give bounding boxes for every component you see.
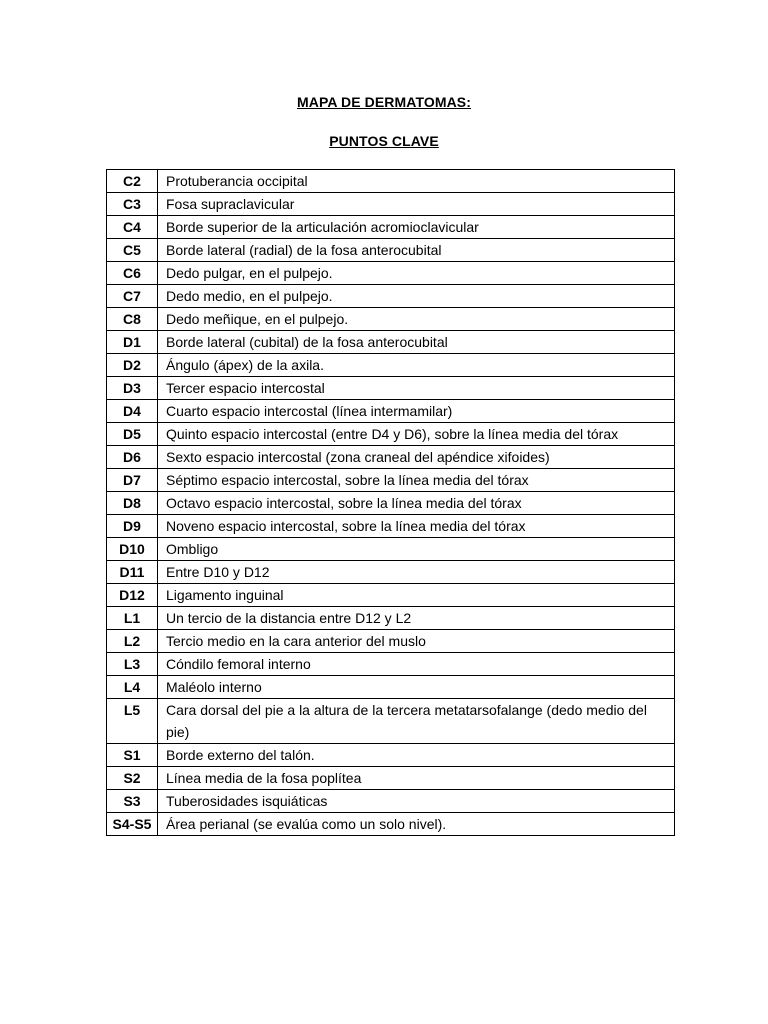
document-title: MAPA DE DERMATOMAS: bbox=[296, 94, 472, 110]
dermatome-description: Sexto espacio intercostal (zona craneal del apéndice xifoides) bbox=[158, 446, 675, 469]
dermatome-code: D9 bbox=[107, 515, 158, 538]
dermatome-description: Fosa supraclavicular bbox=[158, 193, 675, 216]
dermatome-code: C8 bbox=[107, 308, 158, 331]
dermatome-code: C3 bbox=[107, 193, 158, 216]
table-row bbox=[107, 193, 675, 216]
dermatome-code: S4-S5 bbox=[107, 813, 158, 836]
dermatome-code: S3 bbox=[107, 790, 158, 813]
table-row bbox=[107, 515, 675, 538]
dermatome-description: Tercio medio en la cara anterior del muslo bbox=[158, 630, 675, 653]
dermatome-code: L3 bbox=[107, 653, 158, 676]
dermatome-description: Cóndilo femoral interno bbox=[158, 653, 675, 676]
dermatome-code: C2 bbox=[107, 170, 158, 193]
table-row bbox=[107, 331, 675, 354]
dermatome-description: Séptimo espacio intercostal, sobre la línea media del tórax bbox=[158, 469, 675, 492]
table-body bbox=[107, 170, 675, 836]
dermatome-description: Protuberancia occipital bbox=[158, 170, 675, 193]
table-row bbox=[107, 285, 675, 308]
dermatome-description: Noveno espacio intercostal, sobre la línea media del tórax bbox=[158, 515, 675, 538]
dermatome-description: Quinto espacio intercostal (entre D4 y D6), sobre la línea media del tórax bbox=[158, 423, 675, 446]
dermatome-code: L5 bbox=[107, 699, 158, 744]
dermatome-code: D3 bbox=[107, 377, 158, 400]
dermatome-code: D10 bbox=[107, 538, 158, 561]
dermatome-description: Cara dorsal del pie a la altura de la tercera metatarsofalange (dedo medio del pie) bbox=[158, 699, 675, 744]
dermatome-table bbox=[106, 169, 675, 836]
dermatome-description: Cuarto espacio intercostal (línea intermamilar) bbox=[158, 400, 675, 423]
dermatome-description: Borde superior de la articulación acromioclavicular bbox=[158, 216, 675, 239]
dermatome-description: Maléolo interno bbox=[158, 676, 675, 699]
dermatome-description: Línea media de la fosa poplítea bbox=[158, 767, 675, 790]
dermatome-code: L2 bbox=[107, 630, 158, 653]
table-row bbox=[107, 423, 675, 446]
table-row bbox=[107, 813, 675, 836]
table-row bbox=[107, 699, 675, 744]
table-row bbox=[107, 561, 675, 584]
table-row bbox=[107, 584, 675, 607]
dermatome-code: D2 bbox=[107, 354, 158, 377]
dermatome-description: Borde lateral (radial) de la fosa anterocubital bbox=[158, 239, 675, 262]
dermatome-code: D7 bbox=[107, 469, 158, 492]
table-row bbox=[107, 308, 675, 331]
dermatome-description: Entre D10 y D12 bbox=[158, 561, 675, 584]
dermatome-code: D5 bbox=[107, 423, 158, 446]
dermatome-description: Borde externo del talón. bbox=[158, 744, 675, 767]
dermatome-code: D6 bbox=[107, 446, 158, 469]
table-row bbox=[107, 607, 675, 630]
dermatome-description: Dedo meñique, en el pulpejo. bbox=[158, 308, 675, 331]
table-row bbox=[107, 653, 675, 676]
table-row bbox=[107, 469, 675, 492]
dermatome-code: D12 bbox=[107, 584, 158, 607]
dermatome-code: L4 bbox=[107, 676, 158, 699]
dermatome-code: S2 bbox=[107, 767, 158, 790]
dermatome-description: Ombligo bbox=[158, 538, 675, 561]
table-row bbox=[107, 744, 675, 767]
table-row bbox=[107, 377, 675, 400]
dermatome-description: Ángulo (ápex) de la axila. bbox=[158, 354, 675, 377]
dermatome-code: C7 bbox=[107, 285, 158, 308]
table-row bbox=[107, 790, 675, 813]
dermatome-code: D11 bbox=[107, 561, 158, 584]
table-row bbox=[107, 216, 675, 239]
dermatome-description: Área perianal (se evalúa como un solo nivel). bbox=[158, 813, 675, 836]
document-subtitle: PUNTOS CLAVE bbox=[329, 133, 439, 149]
dermatome-description: Ligamento inguinal bbox=[158, 584, 675, 607]
table-row bbox=[107, 538, 675, 561]
dermatome-description: Un tercio de la distancia entre D12 y L2 bbox=[158, 607, 675, 630]
table-row bbox=[107, 170, 675, 193]
table-row bbox=[107, 492, 675, 515]
table-row bbox=[107, 630, 675, 653]
dermatome-code: S1 bbox=[107, 744, 158, 767]
dermatome-description: Dedo medio, en el pulpejo. bbox=[158, 285, 675, 308]
table-row bbox=[107, 354, 675, 377]
table-row bbox=[107, 446, 675, 469]
dermatome-code: D8 bbox=[107, 492, 158, 515]
dermatome-description: Tercer espacio intercostal bbox=[158, 377, 675, 400]
table-row bbox=[107, 239, 675, 262]
table-row bbox=[107, 767, 675, 790]
table-row bbox=[107, 400, 675, 423]
dermatome-description: Octavo espacio intercostal, sobre la línea media del tórax bbox=[158, 492, 675, 515]
table-row bbox=[107, 262, 675, 285]
dermatome-description: Borde lateral (cubital) de la fosa anterocubital bbox=[158, 331, 675, 354]
table-row bbox=[107, 676, 675, 699]
dermatome-code: C6 bbox=[107, 262, 158, 285]
dermatome-code: L1 bbox=[107, 607, 158, 630]
dermatome-code: D4 bbox=[107, 400, 158, 423]
dermatome-description: Tuberosidades isquiáticas bbox=[158, 790, 675, 813]
dermatome-description: Dedo pulgar, en el pulpejo. bbox=[158, 262, 675, 285]
dermatome-code: C4 bbox=[107, 216, 158, 239]
dermatome-code: D1 bbox=[107, 331, 158, 354]
dermatome-code: C5 bbox=[107, 239, 158, 262]
